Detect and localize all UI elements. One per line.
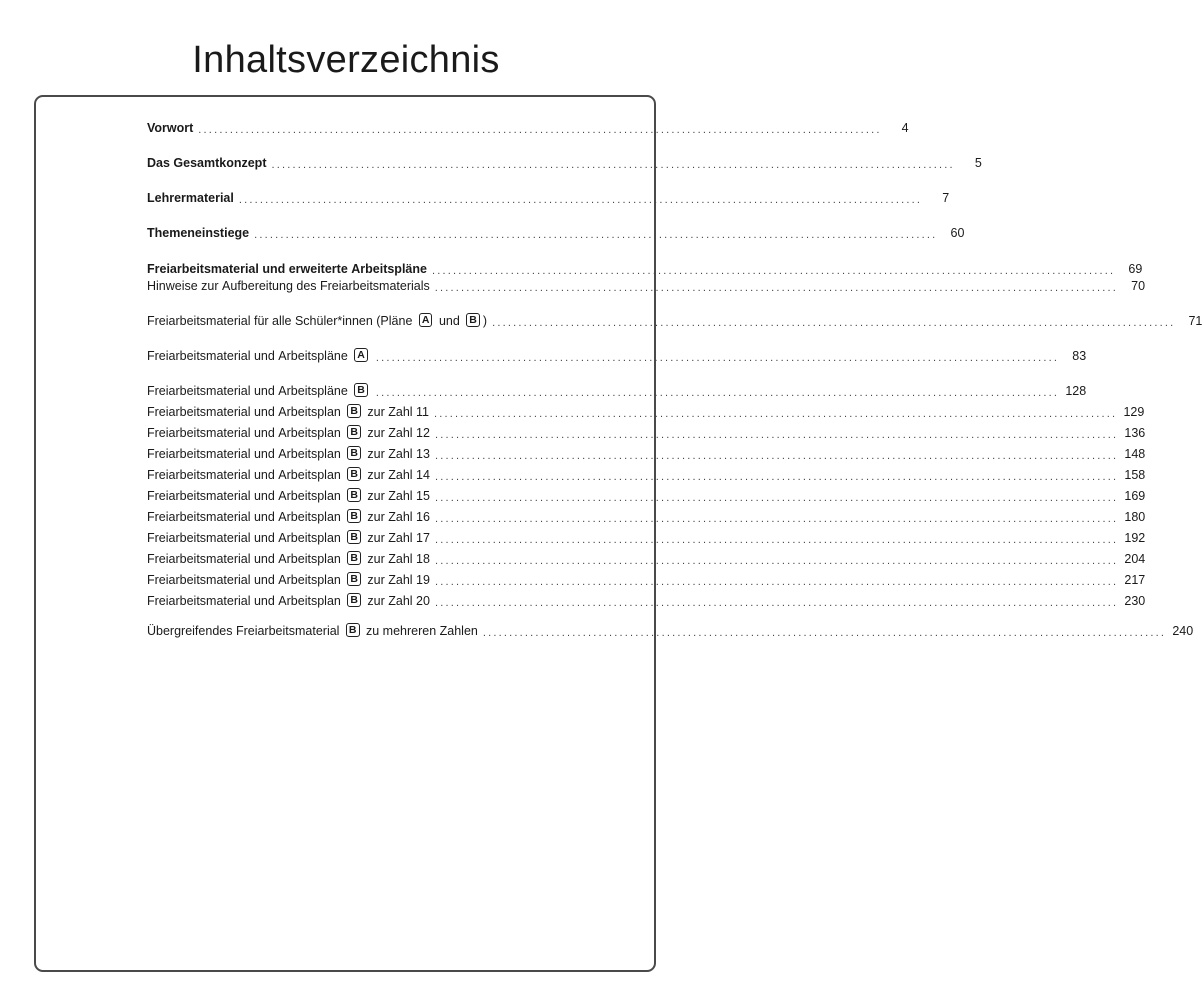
- toc-entry-title: [147, 402, 429, 422]
- toc-entry-text: zur Zahl 17: [363, 531, 430, 545]
- toc-page-number: 148: [1124, 447, 1146, 461]
- plan-badge: A: [354, 348, 368, 362]
- toc-entry: [147, 346, 1087, 366]
- toc-entry-text: Hinweise zur Aufbereitung des Freiarbeitsmaterials: [147, 279, 430, 293]
- toc-entry-title: [147, 591, 430, 611]
- toc-entry-title: [147, 486, 430, 506]
- toc-entry-text: Freiarbeitsmaterial und Arbeitsplan: [147, 426, 345, 440]
- toc-entry: [147, 465, 1146, 485]
- plan-badge: B: [347, 425, 361, 439]
- toc-entry: [147, 570, 1146, 590]
- plan-badge: B: [354, 383, 368, 397]
- toc-page-number: 158: [1124, 468, 1146, 482]
- toc-entry-title: [147, 570, 430, 590]
- dot-leader: ..................................................................................................................................: [434, 282, 1119, 294]
- toc-entry-text: Freiarbeitsmaterial und Arbeitsplan: [147, 447, 345, 461]
- toc-entry-title: [147, 153, 266, 173]
- toc-entry-text: Übergreifendes Freiarbeitsmaterial: [147, 624, 343, 638]
- toc-entry-text: zur Zahl 20: [363, 594, 430, 608]
- toc-entry-text: Freiarbeitsmaterial und Arbeitspläne: [147, 349, 352, 363]
- toc-entry-title: [147, 621, 478, 641]
- toc-entry: [147, 153, 982, 173]
- toc-page-number: 230: [1124, 594, 1146, 608]
- toc-entry: [147, 591, 1146, 611]
- toc-page-number: 129: [1123, 405, 1145, 419]
- toc-entry: [147, 507, 1146, 527]
- toc-entry-text: Freiarbeitsmaterial und Arbeitsplan: [147, 594, 345, 608]
- toc-entry-text: zur Zahl 19: [363, 573, 430, 587]
- toc-entry-title: [147, 223, 249, 243]
- dot-leader: ..................................................................................................................................: [375, 387, 1060, 399]
- toc-entry: [147, 381, 1087, 401]
- dot-leader: ..................................................................................................................................: [238, 194, 923, 206]
- toc-page-number: 4: [901, 121, 909, 135]
- toc-entry-text: Freiarbeitsmaterial und erweiterte Arbeitspläne: [147, 262, 427, 276]
- toc-entry-text: ): [482, 314, 488, 328]
- toc-entry: [147, 223, 965, 243]
- toc-page-number: 169: [1124, 489, 1146, 503]
- dot-leader: ..................................................................................................................................: [434, 429, 1119, 441]
- dot-leader: ..................................................................................................................................: [434, 471, 1119, 483]
- toc-entry-text: Freiarbeitsmaterial und Arbeitsplan: [147, 573, 345, 587]
- toc-entry-text: Freiarbeitsmaterial und Arbeitsplan: [147, 468, 345, 482]
- dot-leader: ..................................................................................................................................: [434, 555, 1119, 567]
- plan-badge: B: [347, 446, 361, 460]
- plan-badge: B: [347, 488, 361, 502]
- plan-badge: B: [347, 551, 361, 565]
- dot-leader: ..................................................................................................................................: [434, 408, 1118, 420]
- dot-leader: ..................................................................................................................................: [434, 576, 1119, 588]
- toc-entry: [147, 444, 1146, 464]
- toc-entry-text: zur Zahl 12: [363, 426, 430, 440]
- toc-entry-text: Freiarbeitsmaterial und Arbeitsplan: [147, 531, 345, 545]
- toc-entry-text: zur Zahl 18: [363, 552, 430, 566]
- plan-badge: B: [347, 572, 361, 586]
- toc-entry: [147, 118, 909, 138]
- plan-badge: B: [347, 467, 361, 481]
- toc-page-number: 192: [1124, 531, 1146, 545]
- toc-entry-title: [147, 444, 430, 464]
- dot-leader: ..................................................................................................................................: [431, 265, 1116, 277]
- toc-entry-text: zur Zahl 11: [363, 405, 429, 419]
- dot-leader: ..................................................................................................................................: [375, 352, 1060, 364]
- toc-page-number: 83: [1072, 349, 1087, 363]
- plan-badge: B: [347, 404, 361, 418]
- plan-badge: B: [347, 593, 361, 607]
- dot-leader: ..................................................................................................................................: [198, 124, 882, 136]
- toc-entry-text: zur Zahl 14: [363, 468, 430, 482]
- plan-badge: A: [419, 313, 433, 327]
- toc-entry-text: Freiarbeitsmaterial und Arbeitsplan: [147, 510, 345, 524]
- toc-entry: [147, 402, 1145, 422]
- toc-entry-title: [147, 423, 430, 443]
- toc-entry-title: [147, 276, 430, 296]
- toc-entry-text: Freiarbeitsmaterial und Arbeitsplan: [147, 489, 345, 503]
- toc-entry: [147, 486, 1146, 506]
- toc-entry-text: Freiarbeitsmaterial und Arbeitspläne: [147, 384, 352, 398]
- toc-entry-text: Freiarbeitsmaterial für alle Schüler*innen (Pläne: [147, 314, 416, 328]
- toc-page-number: 136: [1124, 426, 1146, 440]
- toc-page-number: 71: [1188, 314, 1202, 328]
- dot-leader: ..................................................................................................................................: [434, 492, 1119, 504]
- toc-entry-title: [147, 311, 487, 331]
- toc-entry: [147, 276, 1146, 296]
- toc-page-number: 240: [1172, 624, 1194, 638]
- dot-leader: ..................................................................................................................................: [434, 450, 1119, 462]
- toc-entry-text: Das Gesamtkonzept: [147, 156, 267, 170]
- toc-page-number: 180: [1124, 510, 1146, 524]
- toc-page-number: 7: [942, 191, 950, 205]
- toc-entry-text: zur Zahl 13: [363, 447, 430, 461]
- toc-entry: [147, 311, 1202, 331]
- toc-entry-title: [147, 188, 234, 208]
- dot-leader: ..................................................................................................................................: [271, 159, 955, 171]
- toc-page-number: 70: [1131, 279, 1146, 293]
- toc-page-number: 60: [950, 226, 965, 240]
- dot-leader: ..................................................................................................................................: [482, 627, 1167, 639]
- toc-entry: [147, 423, 1146, 443]
- dot-leader: ..................................................................................................................................: [434, 513, 1119, 525]
- toc-entry-text: Vorwort: [147, 121, 194, 135]
- plan-badge: B: [346, 623, 360, 637]
- toc-entry-title: [147, 465, 430, 485]
- plan-badge: B: [466, 313, 480, 327]
- toc-entry: [147, 188, 950, 208]
- dot-leader: ..................................................................................................................................: [434, 534, 1119, 546]
- toc-entry-text: Themeneinstiege: [147, 226, 250, 240]
- toc-entry-text: Freiarbeitsmaterial und Arbeitsplan: [147, 552, 345, 566]
- dot-leader: ..................................................................................................................................: [492, 317, 1176, 329]
- toc-page-number: 5: [974, 156, 982, 170]
- toc-entry-title: [147, 528, 430, 548]
- toc-entry: [147, 549, 1146, 569]
- toc-page-number: 204: [1124, 552, 1146, 566]
- toc-entry-title: [147, 381, 371, 401]
- toc-page-number: 69: [1128, 262, 1143, 276]
- dot-leader: ..................................................................................................................................: [254, 229, 938, 241]
- toc-entry-title: [147, 507, 430, 527]
- toc-entry: [147, 528, 1146, 548]
- toc-entry-text: zur Zahl 15: [363, 489, 430, 503]
- toc-page-number: 128: [1065, 384, 1087, 398]
- toc-entry-text: Lehrermaterial: [147, 191, 234, 205]
- toc-entry: [147, 621, 1194, 641]
- dot-leader: ..................................................................................................................................: [434, 597, 1119, 609]
- toc-entry-text: zu mehreren Zahlen: [362, 624, 478, 638]
- toc-entry-text: und: [435, 314, 464, 328]
- toc-entry-title: [147, 549, 430, 569]
- page-title: Inhaltsverzeichnis: [192, 39, 500, 81]
- toc-page-number: 217: [1124, 573, 1146, 587]
- toc-entry-text: Freiarbeitsmaterial und Arbeitsplan: [147, 405, 345, 419]
- plan-badge: B: [347, 530, 361, 544]
- toc-entry-text: zur Zahl 16: [363, 510, 430, 524]
- toc-entry-title: [147, 118, 193, 138]
- toc-entry-title: [147, 346, 371, 366]
- plan-badge: B: [347, 509, 361, 523]
